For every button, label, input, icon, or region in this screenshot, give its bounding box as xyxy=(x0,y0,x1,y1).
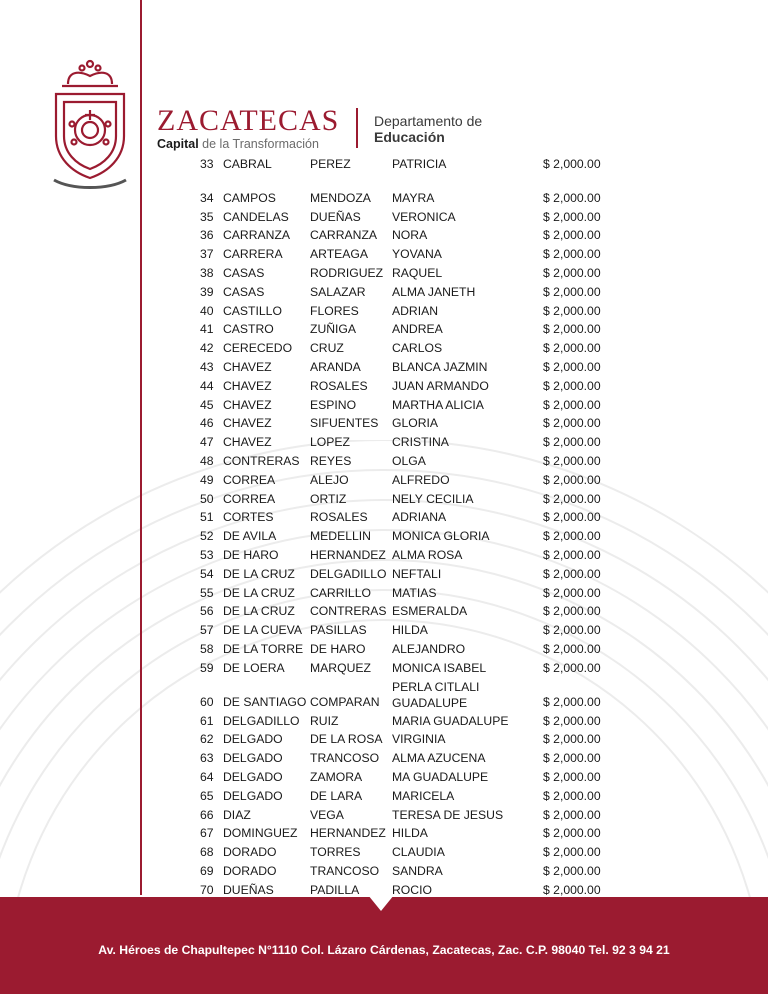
table-row xyxy=(0,155,768,174)
table-row xyxy=(0,358,768,377)
amount: $ 2,000.00 xyxy=(543,359,601,374)
second-surname: ZAMORA xyxy=(310,769,363,784)
given-name: MA GUADALUPE xyxy=(392,769,489,784)
row-number: 63 xyxy=(200,751,214,766)
amount: $ 2,000.00 xyxy=(543,882,601,897)
second-surname: PASILLAS xyxy=(310,623,367,638)
amount: $ 2,000.00 xyxy=(543,845,601,860)
first-surname: DE LA TORRE xyxy=(223,641,304,656)
given-name: BLANCA JAZMIN xyxy=(392,359,488,374)
row-number: 56 xyxy=(200,604,214,619)
amount: $ 2,000.00 xyxy=(543,453,601,468)
amount: $ 2,000.00 xyxy=(543,585,601,600)
amount: $ 2,000.00 xyxy=(543,660,601,675)
given-name: ROCIO xyxy=(392,882,432,897)
amount: $ 2,000.00 xyxy=(543,284,601,299)
brand-tagline-bold: Capital xyxy=(157,137,199,151)
given-name: ESMERALDA xyxy=(392,604,468,619)
first-surname: CABRAL xyxy=(223,157,272,171)
first-surname: CANDELAS xyxy=(223,209,289,224)
given-name-line-2: GUADALUPE xyxy=(392,695,468,710)
given-name: HILDA xyxy=(392,826,428,841)
second-surname: MENDOZA xyxy=(310,190,371,205)
amount: $ 2,000.00 xyxy=(543,228,601,243)
given-name: OLGA xyxy=(392,453,426,468)
table-row xyxy=(0,546,768,565)
brand-logo xyxy=(157,106,339,152)
amount: $ 2,000.00 xyxy=(543,623,601,638)
second-surname: CARRANZA xyxy=(310,228,378,243)
row-number: 58 xyxy=(200,641,214,656)
table-row xyxy=(0,659,768,678)
given-name: SANDRA xyxy=(392,863,443,878)
given-name: NELY CECILIA xyxy=(392,491,474,506)
first-surname: CHAVEZ xyxy=(223,378,272,393)
table-row xyxy=(0,471,768,490)
row-number: 46 xyxy=(200,416,214,431)
table-row xyxy=(0,396,768,415)
row-number: 54 xyxy=(200,566,214,581)
given-name: ALMA AZUCENA xyxy=(392,751,486,766)
table-row xyxy=(0,189,768,208)
given-name: RAQUEL xyxy=(392,265,443,280)
department-line-1: Departamento de xyxy=(374,113,483,129)
table-row xyxy=(0,640,768,659)
table-row xyxy=(0,621,768,640)
first-surname: DELGADO xyxy=(223,769,283,784)
table-row xyxy=(0,414,768,433)
amount: $ 2,000.00 xyxy=(543,863,601,878)
second-surname: DUEÑAS xyxy=(310,209,361,224)
row-number: 49 xyxy=(200,472,214,487)
amount: $ 2,000.00 xyxy=(543,566,601,581)
table-row xyxy=(0,843,768,862)
amount: $ 2,000.00 xyxy=(543,769,601,784)
row-number: 38 xyxy=(200,265,214,280)
given-name: NORA xyxy=(392,228,428,243)
first-surname: DE SANTIAGO xyxy=(223,694,307,709)
given-name: PATRICIA xyxy=(392,157,447,171)
given-name: VIRGINIA xyxy=(392,732,446,747)
department-line-2: Educación xyxy=(374,129,445,145)
given-name: MAYRA xyxy=(392,190,435,205)
amount: $ 2,000.00 xyxy=(543,826,601,841)
row-number: 51 xyxy=(200,510,214,525)
given-name-line-1: PERLA CITLALI xyxy=(392,679,480,694)
second-surname: COMPARAN xyxy=(310,694,380,709)
row-number: 67 xyxy=(200,826,214,841)
second-surname: MARQUEZ xyxy=(310,660,371,675)
beneficiaries-table xyxy=(0,155,768,899)
first-surname: CHAVEZ xyxy=(223,359,272,374)
first-surname: CAMPOS xyxy=(223,190,276,205)
table-row xyxy=(0,602,768,621)
second-surname: TRANCOSO xyxy=(310,863,380,878)
first-surname: CASAS xyxy=(223,284,265,299)
second-surname: ZUÑIGA xyxy=(310,322,357,337)
row-number: 70 xyxy=(200,882,214,897)
second-surname: RODRIGUEZ xyxy=(310,265,384,280)
given-name: HILDA xyxy=(392,623,428,638)
given-name: MARTHA ALICIA xyxy=(392,397,484,412)
row-number: 59 xyxy=(200,660,214,675)
table-row xyxy=(0,283,768,302)
header-divider xyxy=(356,108,358,148)
first-surname: CHAVEZ xyxy=(223,416,272,431)
row-number: 48 xyxy=(200,453,214,468)
row-number: 60 xyxy=(200,694,214,709)
given-name: VERONICA xyxy=(392,209,456,224)
first-surname: CERECEDO xyxy=(223,341,293,356)
first-surname: DELGADILLO xyxy=(223,713,300,728)
second-surname: DE HARO xyxy=(310,641,366,656)
second-surname: RUIZ xyxy=(310,713,339,728)
given-name: ADRIANA xyxy=(392,510,447,525)
given-name: ALFREDO xyxy=(392,472,450,487)
row-number: 69 xyxy=(200,863,214,878)
first-surname: CORTES xyxy=(223,510,274,525)
first-surname: CARRANZA xyxy=(223,228,291,243)
first-surname: DUEÑAS xyxy=(223,882,274,897)
first-surname: DE LA CRUZ xyxy=(223,585,295,600)
row-number: 33 xyxy=(200,157,214,171)
amount: $ 2,000.00 xyxy=(543,694,601,709)
amount: $ 2,000.00 xyxy=(543,209,601,224)
second-surname: PADILLA xyxy=(310,882,360,897)
row-number: 55 xyxy=(200,585,214,600)
row-number: 39 xyxy=(200,284,214,299)
table-row xyxy=(0,490,768,509)
row-number: 35 xyxy=(200,209,214,224)
amount: $ 2,000.00 xyxy=(543,303,601,318)
first-surname: DIAZ xyxy=(223,807,251,822)
table-row xyxy=(0,584,768,603)
amount: $ 2,000.00 xyxy=(543,397,601,412)
row-number: 45 xyxy=(200,397,214,412)
given-name: MATIAS xyxy=(392,585,437,600)
second-surname: HERNANDEZ xyxy=(310,547,386,562)
first-surname: DE AVILA xyxy=(223,529,277,544)
first-surname: DELGADO xyxy=(223,732,283,747)
second-surname: VEGA xyxy=(310,807,344,822)
row-number: 68 xyxy=(200,845,214,860)
first-surname: CASTRO xyxy=(223,322,274,337)
row-number: 66 xyxy=(200,807,214,822)
table-row xyxy=(0,377,768,396)
second-surname: DE LARA xyxy=(310,788,363,803)
given-name: JUAN ARMANDO xyxy=(392,378,489,393)
second-surname: SALAZAR xyxy=(310,284,366,299)
first-surname: DELGADO xyxy=(223,751,283,766)
second-surname: ROSALES xyxy=(310,378,368,393)
row-number: 42 xyxy=(200,341,214,356)
amount: $ 2,000.00 xyxy=(543,157,601,171)
given-name: MARIA GUADALUPE xyxy=(392,713,509,728)
row-number: 65 xyxy=(200,788,214,803)
second-surname: HERNANDEZ xyxy=(310,826,386,841)
second-surname: ORTIZ xyxy=(310,491,347,506)
second-surname: CONTRERAS xyxy=(310,604,387,619)
first-surname: DORADO xyxy=(223,863,277,878)
given-name: ALMA ROSA xyxy=(392,547,463,562)
given-name xyxy=(392,679,479,711)
first-surname: CHAVEZ xyxy=(223,435,272,450)
first-surname: CASAS xyxy=(223,265,265,280)
given-name: NEFTALI xyxy=(392,566,442,581)
given-name: CRISTINA xyxy=(392,435,449,450)
row-number: 34 xyxy=(200,190,214,205)
given-name: CARLOS xyxy=(392,341,443,356)
footer-address: Av. Héroes de Chapultepec N°1110 Col. Lázaro Cárdenas, Zacatecas, Zac. C.P. 98040 Tel. 92 3 94 21 xyxy=(98,943,670,957)
amount: $ 2,000.00 xyxy=(543,341,601,356)
amount: $ 2,000.00 xyxy=(543,732,601,747)
first-surname: CHAVEZ xyxy=(223,397,272,412)
second-surname: ARTEAGA xyxy=(310,247,369,262)
amount: $ 2,000.00 xyxy=(543,435,601,450)
row-number: 47 xyxy=(200,435,214,450)
table-row xyxy=(0,264,768,283)
table-row xyxy=(0,824,768,843)
second-surname: DELGADILLO xyxy=(310,566,387,581)
table-row xyxy=(0,749,768,768)
given-name: ALEJANDRO xyxy=(392,641,466,656)
amount: $ 2,000.00 xyxy=(543,247,601,262)
given-name: GLORIA xyxy=(392,416,439,431)
given-name: ANDREA xyxy=(392,322,443,337)
given-name: ALMA JANETH xyxy=(392,284,476,299)
amount: $ 2,000.00 xyxy=(543,529,601,544)
second-surname: TRANCOSO xyxy=(310,751,380,766)
table-row xyxy=(0,678,768,712)
row-number: 50 xyxy=(200,491,214,506)
first-surname: CARRERA xyxy=(223,247,283,262)
amount: $ 2,000.00 xyxy=(543,190,601,205)
table-row xyxy=(0,339,768,358)
row-number: 37 xyxy=(200,247,214,262)
table-row xyxy=(0,565,768,584)
first-surname: CORREA xyxy=(223,472,276,487)
table-row xyxy=(0,245,768,264)
table-row xyxy=(0,806,768,825)
row-number: 44 xyxy=(200,378,214,393)
second-surname: ESPINO xyxy=(310,397,357,412)
given-name: YOVANA xyxy=(392,247,442,262)
table-row xyxy=(0,730,768,749)
given-name: MONICA GLORIA xyxy=(392,529,490,544)
row-number: 64 xyxy=(200,769,214,784)
amount: $ 2,000.00 xyxy=(543,472,601,487)
footer-notch xyxy=(368,895,394,911)
amount: $ 2,000.00 xyxy=(543,807,601,822)
row-number: 61 xyxy=(200,713,214,728)
table-row xyxy=(0,433,768,452)
amount: $ 2,000.00 xyxy=(543,604,601,619)
first-surname: DE LA CRUZ xyxy=(223,566,295,581)
department-label xyxy=(374,113,482,145)
second-surname: LOPEZ xyxy=(310,435,350,450)
amount: $ 2,000.00 xyxy=(543,322,601,337)
second-surname: CARRILLO xyxy=(310,585,371,600)
first-surname: DE LA CUEVA xyxy=(223,623,303,638)
row-number: 41 xyxy=(200,322,214,337)
second-surname: TORRES xyxy=(310,845,361,860)
table-row xyxy=(0,452,768,471)
first-surname: CORREA xyxy=(223,491,276,506)
second-surname: SIFUENTES xyxy=(310,416,379,431)
amount: $ 2,000.00 xyxy=(543,491,601,506)
second-surname: REYES xyxy=(310,453,352,468)
row-number: 36 xyxy=(200,228,214,243)
first-surname: DORADO xyxy=(223,845,277,860)
amount: $ 2,000.00 xyxy=(543,788,601,803)
amount: $ 2,000.00 xyxy=(543,751,601,766)
table-row xyxy=(0,768,768,787)
second-surname: FLORES xyxy=(310,303,359,318)
table-row xyxy=(0,320,768,339)
table-row xyxy=(0,527,768,546)
amount: $ 2,000.00 xyxy=(543,378,601,393)
row-number: 57 xyxy=(200,623,214,638)
given-name: MONICA ISABEL xyxy=(392,660,487,675)
row-number: 52 xyxy=(200,529,214,544)
first-surname: CONTRERAS xyxy=(223,453,300,468)
second-surname: PEREZ xyxy=(310,157,351,171)
amount: $ 2,000.00 xyxy=(543,510,601,525)
second-surname: MEDELLIN xyxy=(310,529,371,544)
second-surname: CRUZ xyxy=(310,341,344,356)
second-surname: ARANDA xyxy=(310,359,361,374)
brand-name: ZACATECAS xyxy=(157,104,340,137)
brand-tagline xyxy=(157,136,339,152)
amount: $ 2,000.00 xyxy=(543,641,601,656)
amount: $ 2,000.00 xyxy=(543,713,601,728)
row-number: 53 xyxy=(200,547,214,562)
table-row xyxy=(0,787,768,806)
first-surname: DELGADO xyxy=(223,788,283,803)
given-name: CLAUDIA xyxy=(392,845,445,860)
table-row xyxy=(0,208,768,227)
second-surname: ROSALES xyxy=(310,510,368,525)
second-surname: DE LA ROSA xyxy=(310,732,383,747)
row-number: 43 xyxy=(200,359,214,374)
row-number: 62 xyxy=(200,732,214,747)
row-number: 40 xyxy=(200,303,214,318)
table-row xyxy=(0,302,768,321)
table-row xyxy=(0,712,768,731)
given-name: MARICELA xyxy=(392,788,455,803)
given-name: TERESA DE JESUS xyxy=(392,807,504,822)
first-surname: DE HARO xyxy=(223,547,279,562)
first-surname: CASTILLO xyxy=(223,303,282,318)
brand-tagline-rest: de la Transformación xyxy=(202,137,319,151)
first-surname: DOMINGUEZ xyxy=(223,826,298,841)
amount: $ 2,000.00 xyxy=(543,416,601,431)
table-row xyxy=(0,508,768,527)
second-surname: ALEJO xyxy=(310,472,349,487)
first-surname: DE LA CRUZ xyxy=(223,604,295,619)
table-row xyxy=(0,862,768,881)
given-name: ADRIAN xyxy=(392,303,439,318)
table-row xyxy=(0,226,768,245)
amount: $ 2,000.00 xyxy=(543,547,601,562)
amount: $ 2,000.00 xyxy=(543,265,601,280)
first-surname: DE LOERA xyxy=(223,660,285,675)
